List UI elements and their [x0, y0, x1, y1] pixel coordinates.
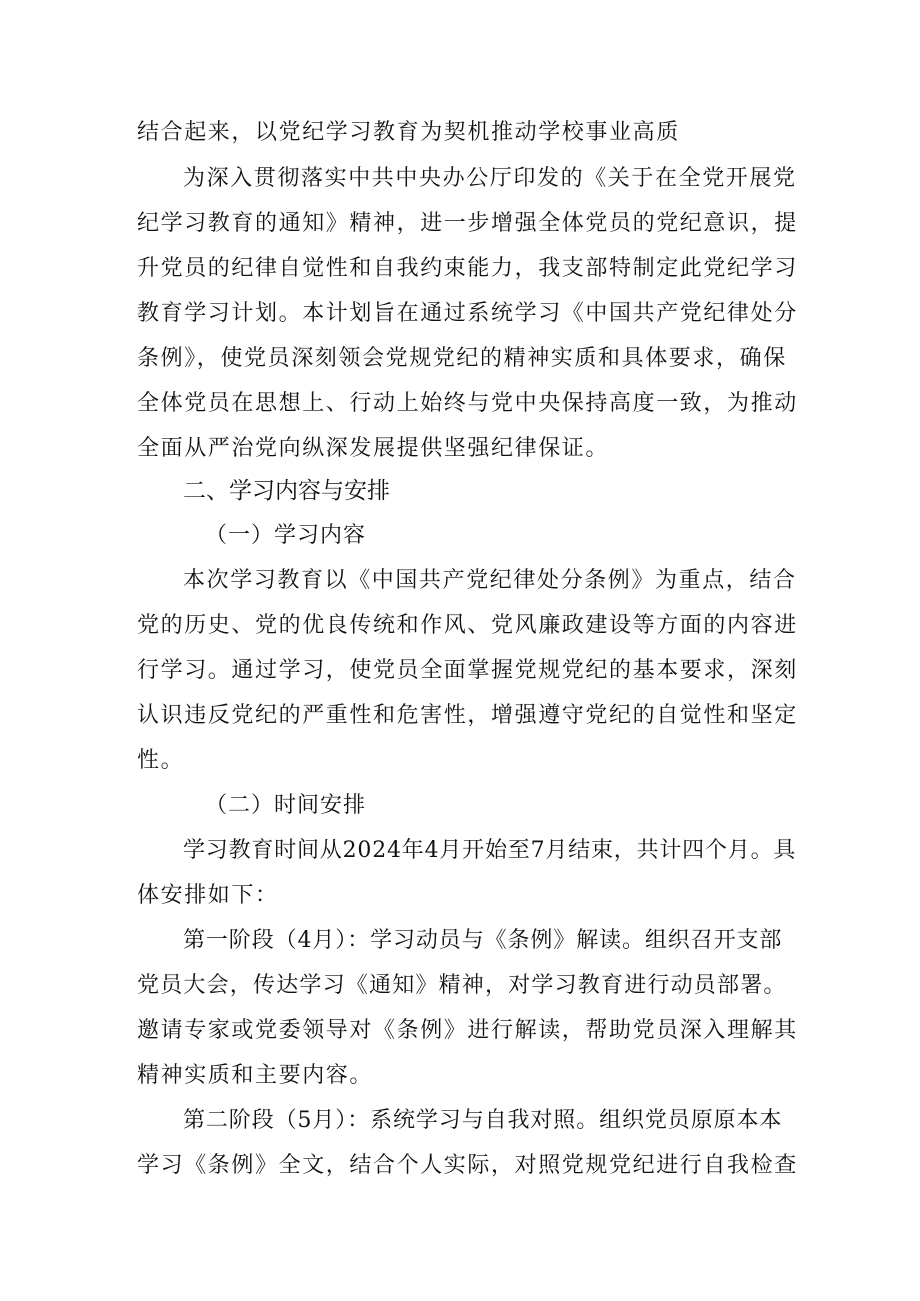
text-line: 纪学习教育的通知》精神，进一步增强全体党员的党纪意识，提 — [137, 211, 798, 236]
paragraph-first-line: 为深入贯彻落实中共中央办公厅印发的《关于在全党开展党 — [183, 166, 797, 191]
paragraph-first-line: 第二阶段（5月）：系统学习与自我对照。组织党员原原本本 — [183, 1108, 783, 1133]
text-line: 认识违反党纪的严重性和危害性，增强遵守党纪的自觉性和坚定 — [137, 703, 798, 728]
text-line: 性。 — [137, 748, 185, 773]
text-line: 学习《条例》全文，结合个人实际，对照党规党纪进行自我检查 — [137, 1153, 798, 1178]
text-line: 党员大会，传达学习《通知》精神，对学习教育进行动员部署。 — [137, 973, 787, 998]
paragraph-first-line: 第一阶段（4月）：学习动员与《条例》解读。组织召开支部 — [183, 928, 783, 953]
text-line: 党的历史、党的优良传统和作风、党风廉政建设等方面的内容进 — [137, 613, 798, 638]
text-line: 升党员的纪律自觉性和自我约束能力，我支部特制定此党纪学习 — [137, 256, 798, 281]
text-line: 结合起来，以党纪学习教育为契机推动学校事业高质 — [137, 120, 680, 145]
text-line: 邀请专家或党委领导对《条例》进行解读，帮助党员深入理解其 — [137, 1018, 798, 1043]
paragraph-first-line: 本次学习教育以《中国共产党纪律处分条例》为重点，结合 — [183, 568, 797, 593]
text-line: 体安排如下： — [137, 883, 279, 908]
paragraph-first-line: 学习教育时间从2024年4月开始至7月结束，共计四个月。具 — [183, 838, 797, 863]
subsection-heading: （一）学习内容 — [205, 523, 367, 548]
text-line: 行学习。通过学习，使党员全面掌握党规党纪的基本要求，深刻 — [137, 658, 798, 683]
text-line: 精神实质和主要内容。 — [137, 1063, 374, 1088]
subsection-heading: （二）时间安排 — [205, 793, 367, 818]
text-line: 条例》，使党员深刻领会党规党纪的精神实质和具体要求，确保 — [137, 346, 787, 371]
text-line: 全面从严治党向纵深发展提供坚强纪律保证。 — [137, 436, 610, 461]
text-line: 教育学习计划。本计划旨在通过系统学习《中国共产党纪律处分 — [137, 301, 798, 326]
section-heading: 二、学习内容与安排 — [183, 478, 390, 504]
text-line: 全体党员在思想上、行动上始终与党中央保持高度一致，为推动 — [137, 391, 798, 416]
